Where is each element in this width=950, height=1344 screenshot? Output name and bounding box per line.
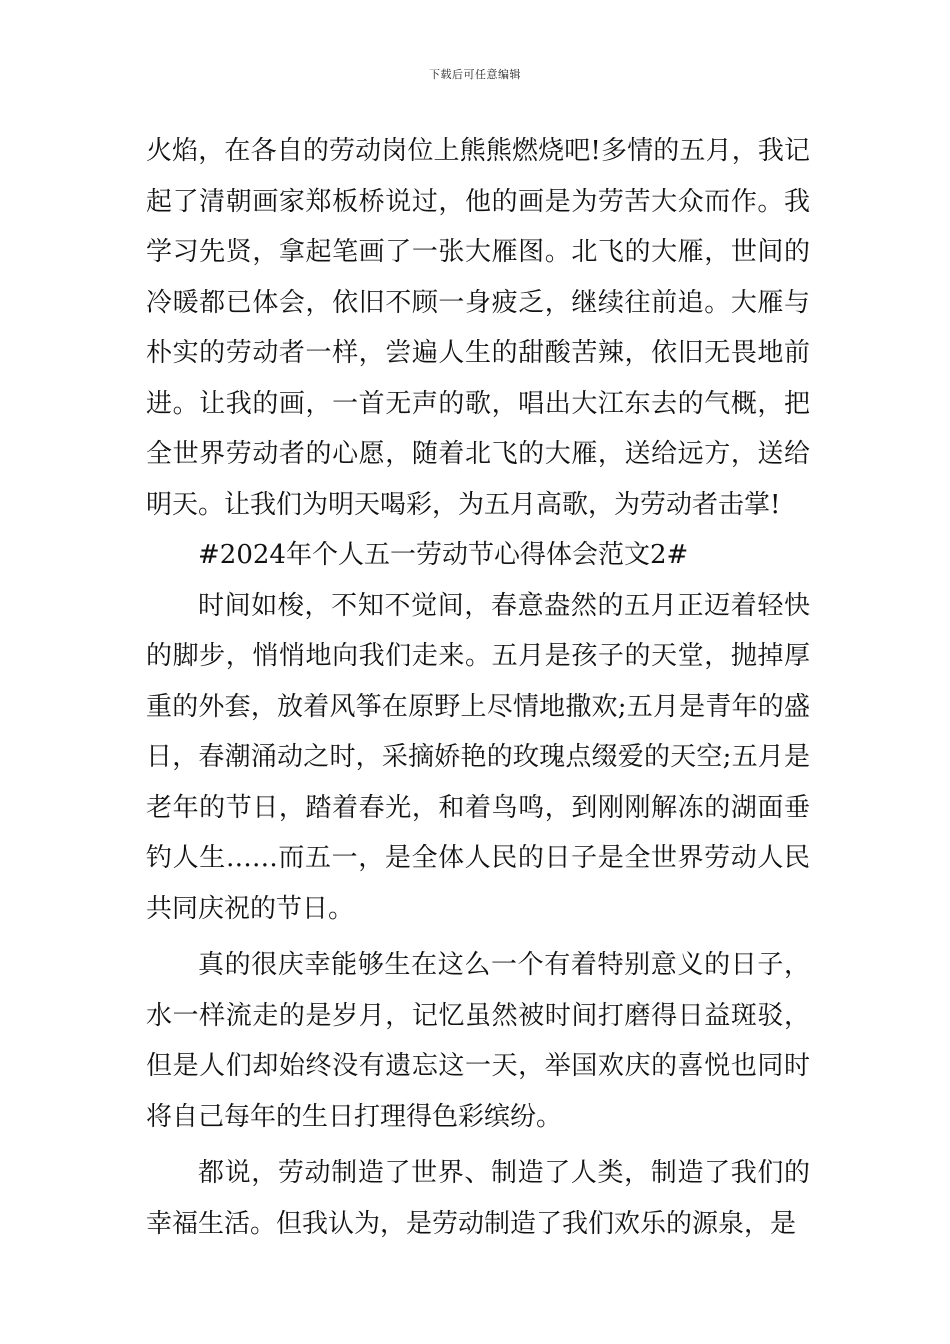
paragraph-continuation: 火焰，在各自的劳动岗位上熊熊燃烧吧!多情的五月，我记起了清朝画家郑板桥说过，他的画是为劳苦大众而作。我学习先贤，拿起笔画了一张大雁图。北飞的大雁，世间的冷暖都已体会，依旧不顾一身疲乏，继续往前追。大雁与朴实的劳动者一样，尝遍人生的甜酸苦辣，依旧无畏地前进。让我的画，一首无声的歌，唱出大江东去的气概，把全世界劳动者的心愿，随着北飞的大雁，送给远方，送给明天。让我们为明天喝彩，为五月高歌，为劳动者击掌! xyxy=(146,136,810,520)
paragraph: 时间如梭，不知不觉间，春意盎然的五月正迈着轻快的脚步，悄悄地向我们走来。五月是孩子的天堂，抛掉厚重的外套，放着风筝在原野上尽情地撒欢;五月是青年的盛日，春潮涌动之时，采摘娇艳的玫瑰点缀爱的天空;五月是老年的节日，踏着春光，和着鸟鸣，到刚刚解冻的湖面垂钓人生……而五一，是全体人民的日子是全世界劳动人民共同庆祝的节日。 xyxy=(146,590,810,924)
paragraph: 都说，劳动制造了世界、制造了人类，制造了我们的幸福生活。但我认为，是劳动制造了我们欢乐的源泉，是 xyxy=(146,1158,810,1239)
section-heading: #2024年个人五一劳动节心得体会范文2# xyxy=(198,540,689,570)
page-header: 下载后可任意编辑 xyxy=(429,68,521,81)
document-body xyxy=(146,126,810,1249)
paragraph: 真的很庆幸能够生在这么一个有着特别意义的日子，水一样流走的是岁月，记忆虽然被时间打磨得日益斑驳，但是人们却始终没有遗忘这一天，举国欢庆的喜悦也同时将自己每年的生日打理得色彩缤纷。 xyxy=(146,950,810,1132)
